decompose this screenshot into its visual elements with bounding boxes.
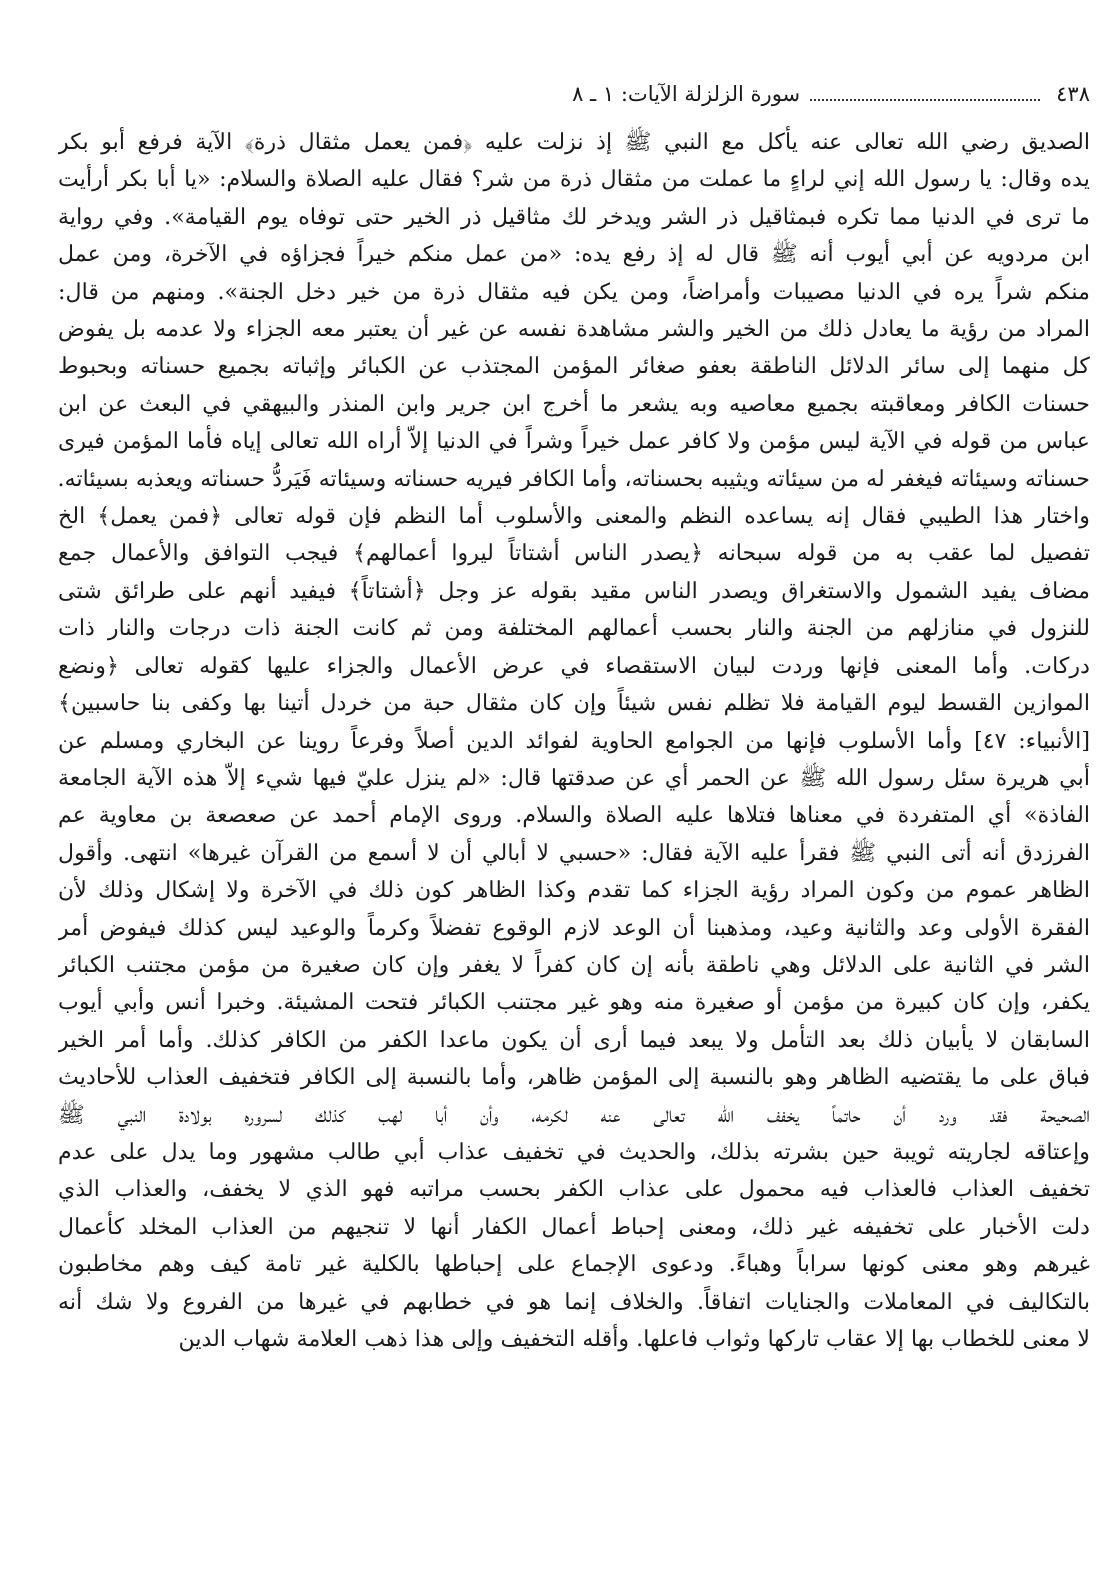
text-line: السابقان لا يأبيان ذلك بعد التأمل ولا يبعد فيما أرى أن يكون ماعدا الكفر من الكافر كذلك. وأما أمر الخير	[58, 1026, 1090, 1053]
running-header	[58, 82, 1090, 116]
text-line: كل منهما إلى سائر الدلائل الناطقة بعفو صغائر المؤمن المجتذب عن الكبائر وإثباته بجميع حسناته وبحبوط	[58, 353, 1090, 380]
text-line: منكم شراً يره في الدنيا مصيبات وأمراضاً، ومن يكن فيه مثقال ذرة من خير دخل الجنة». ومنهم من قال:	[58, 278, 1090, 305]
text-line: يكفر، وإن كان كبيرة من مؤمن أو صغيرة منه وهو غير مجتنب الكبائر فتحت المشيئة. وخبرا أنس وأبي أيوب	[58, 989, 1090, 1016]
text-line: الفرزدق أنه أتى النبي ﷺ فقرأ عليه الآية فقال: «حسبي لا أبالي أن لا أسمع من القرآن غيرها» انتهى. وأقول	[58, 839, 1090, 866]
text-line: مضاف يفيد الشمول والاستغراق ويصدر الناس مقيد بقوله عز وجل ﴿أشتاتاً﴾ فيفيد أنهم على طرائق شتى	[58, 577, 1090, 604]
text-line: تفصيل لما عقب به من قوله سبحانه ﴿يصدر الناس أشتاتاً ليروا أعمالهم﴾ فيجب التوافق والأعمال جمع	[58, 540, 1090, 567]
text-line: حسنات الكافر ومعاقبته بجميع معاصيه وبه يشعر ما أخرج ابن جرير وابن المنذر والبيهقي في البعث عن ابن	[58, 390, 1090, 417]
text-line: الصحيحة فقد ورد أن حاتماً يخفف الله تعالى عنه لكرمه، وأن أبا لهب كذلك لسروره بولادة النبي ﷺ	[58, 1101, 1090, 1128]
text-line: دلت الأخبار على تخفيفه غير ذلك، ومعنى إحباط أعمال الكفار أنها لا تنجيهم من العذاب المخلد كأعمال	[58, 1213, 1090, 1240]
text-line: حسناته وسيئاته فيغفر له من سيئاته ويثيبه بحسناته، وأما الكافر فيريه حسناته وسيئاته فَيَردُّ حسناته ويعذبه بسيئاته.	[58, 465, 1090, 492]
text-line: للنزول في منازلهم من الجنة والنار بحسب أعمالهم المختلفة ومن ثم كانت الجنة ذات درجات والنار ذات	[58, 615, 1090, 642]
text-line: وإعتاقه لجاريته ثويبة حين بشرته بذلك، والحديث في تخفيف عذاب أبي طالب مشهور وما يدل على عدم	[58, 1138, 1090, 1165]
text-line: الموازين القسط ليوم القيامة فلا تظلم نفس شيئاً وإن كان مثقال حبة من خردل أتينا بها وكفى بنا حاسبين﴾	[58, 690, 1090, 717]
book-page	[58, 82, 1090, 1358]
text-line: الظاهر عموم من وكون المراد رؤية الجزاء كما تقدم وكذا الظاهر كون ذلك في الآخرة ولا إشكال وذلك لأن	[58, 877, 1090, 904]
text-line: بالتكاليف في المعاملات والجنايات اتفاقاً. والخلاف إنما هو في خطابهم في غيرها من الفروع ولا شك أنه	[58, 1288, 1090, 1315]
text-line: أبي هريرة سئل رسول الله ﷺ عن الحمر أي عن صدقتها قال: «لم ينزل عليّ فيها شيء إلاّ هذه الآية الجامعة	[58, 764, 1090, 791]
text-line: عباس من قوله في الآية ليس مؤمن ولا كافر عمل خيراً وشراً في الدنيا إلاّ أراه الله تعالى إياه فأما المؤمن فيرى	[58, 428, 1090, 455]
text-line: فباق على ما يقتضيه الظاهر وهو بالنسبة إلى المؤمن ظاهر، وأما بالنسبة إلى الكافر فتخفيف العذاب للأحاديث	[58, 1064, 1090, 1091]
text-line: الفاذة» أي المتفردة في معناها فتلاها عليه الصلاة والسلام. وروى الإمام أحمد عن صعصعة بن معاوية عم	[58, 802, 1090, 829]
page-number: ٤٣٨	[1056, 82, 1090, 106]
text-line: ابن مردويه عن أبي أيوب أنه ﷺ قال له إذ رفع يده: «من عمل منكم خيراً فجزاؤه في الآخرة، ومن عمل	[58, 241, 1090, 268]
text-line: يده وقال: يا رسول الله إني لراءٍ ما عملت من مثقال ذرة من شر؟ فقال عليه الصلاة والسلام: «يا أبا بكر أرأيت	[58, 166, 1090, 193]
text-line: [الأنبياء: ٤٧] وأما الأسلوب فإنها من الجوامع الحاوية لفوائد الدين أصلاً وفرعاً روينا عن البخاري ومسلم عن	[58, 727, 1090, 754]
text-line: دركات. وأما المعنى فإنها وردت لبيان الاستقصاء في عرض الأعمال والجزاء عليها كقوله تعالى ﴿ونضع	[58, 652, 1090, 679]
text-line: المراد من رؤية ما يعادل ذلك من الخير والشر مشاهدة نفسه عن غير أن يعتبر معه الجزاء ولا عدمه بل يفوض	[58, 316, 1090, 343]
header-dot-leader	[810, 85, 1040, 101]
text-line: غيرهم وهو معنى كونها سراباً وهباءً. ودعوى الإجماع على إحباطها بالكلية غير تامة كيف وهم مخاطبون	[58, 1251, 1090, 1278]
text-line: تخفيف العذاب فالعذاب فيه محمول على عذاب الكفر بحسب مراتبه فهو الذي لا يخفف، والعذاب الذي	[58, 1176, 1090, 1203]
surah-title: سورة الزلزلة الآيات: ١ ـ ٨	[572, 82, 801, 106]
text-line: واختار هذا الطيبي فقال إنه يساعده النظم والمعنى والأسلوب أما النظم فإن قوله تعالى ﴿فمن يعمل﴾ الخ	[58, 503, 1090, 530]
text-line: ما ترى في الدنيا مما تكره فبمثاقيل ذر الشر ويدخر لك مثاقيل ذر الخير حتى توفاه يوم القيامة». وفي رواية	[58, 203, 1090, 230]
text-line: الصديق رضي الله تعالى عنه يأكل مع النبي ﷺ إذ نزلت عليه ﴿فمن يعمل مثقال ذرة﴾ الآية فرفع أبو بكر	[58, 129, 1090, 155]
text-line: الشر في الثانية على الدلائل وهي ناطقة بأنه إن كان كفراً لا يغفر وإن كان صغيرة من مؤمن مجتنب الكبائر	[58, 951, 1090, 978]
text-line: لا معنى للخطاب بها إلا عقاب تاركها وثواب فاعلها. وأقله التخفيف وإلى هذا ذهب العلامة شهاب الدين	[178, 1326, 1090, 1352]
text-line: الفقرة الأولى وعد والثانية وعيد، ومذهبنا أن الوعد لازم الوقوع تفضلاً وكرماً والوعيد ليس كذلك فيفوض أمر	[58, 914, 1090, 941]
body-text	[58, 124, 1090, 1358]
